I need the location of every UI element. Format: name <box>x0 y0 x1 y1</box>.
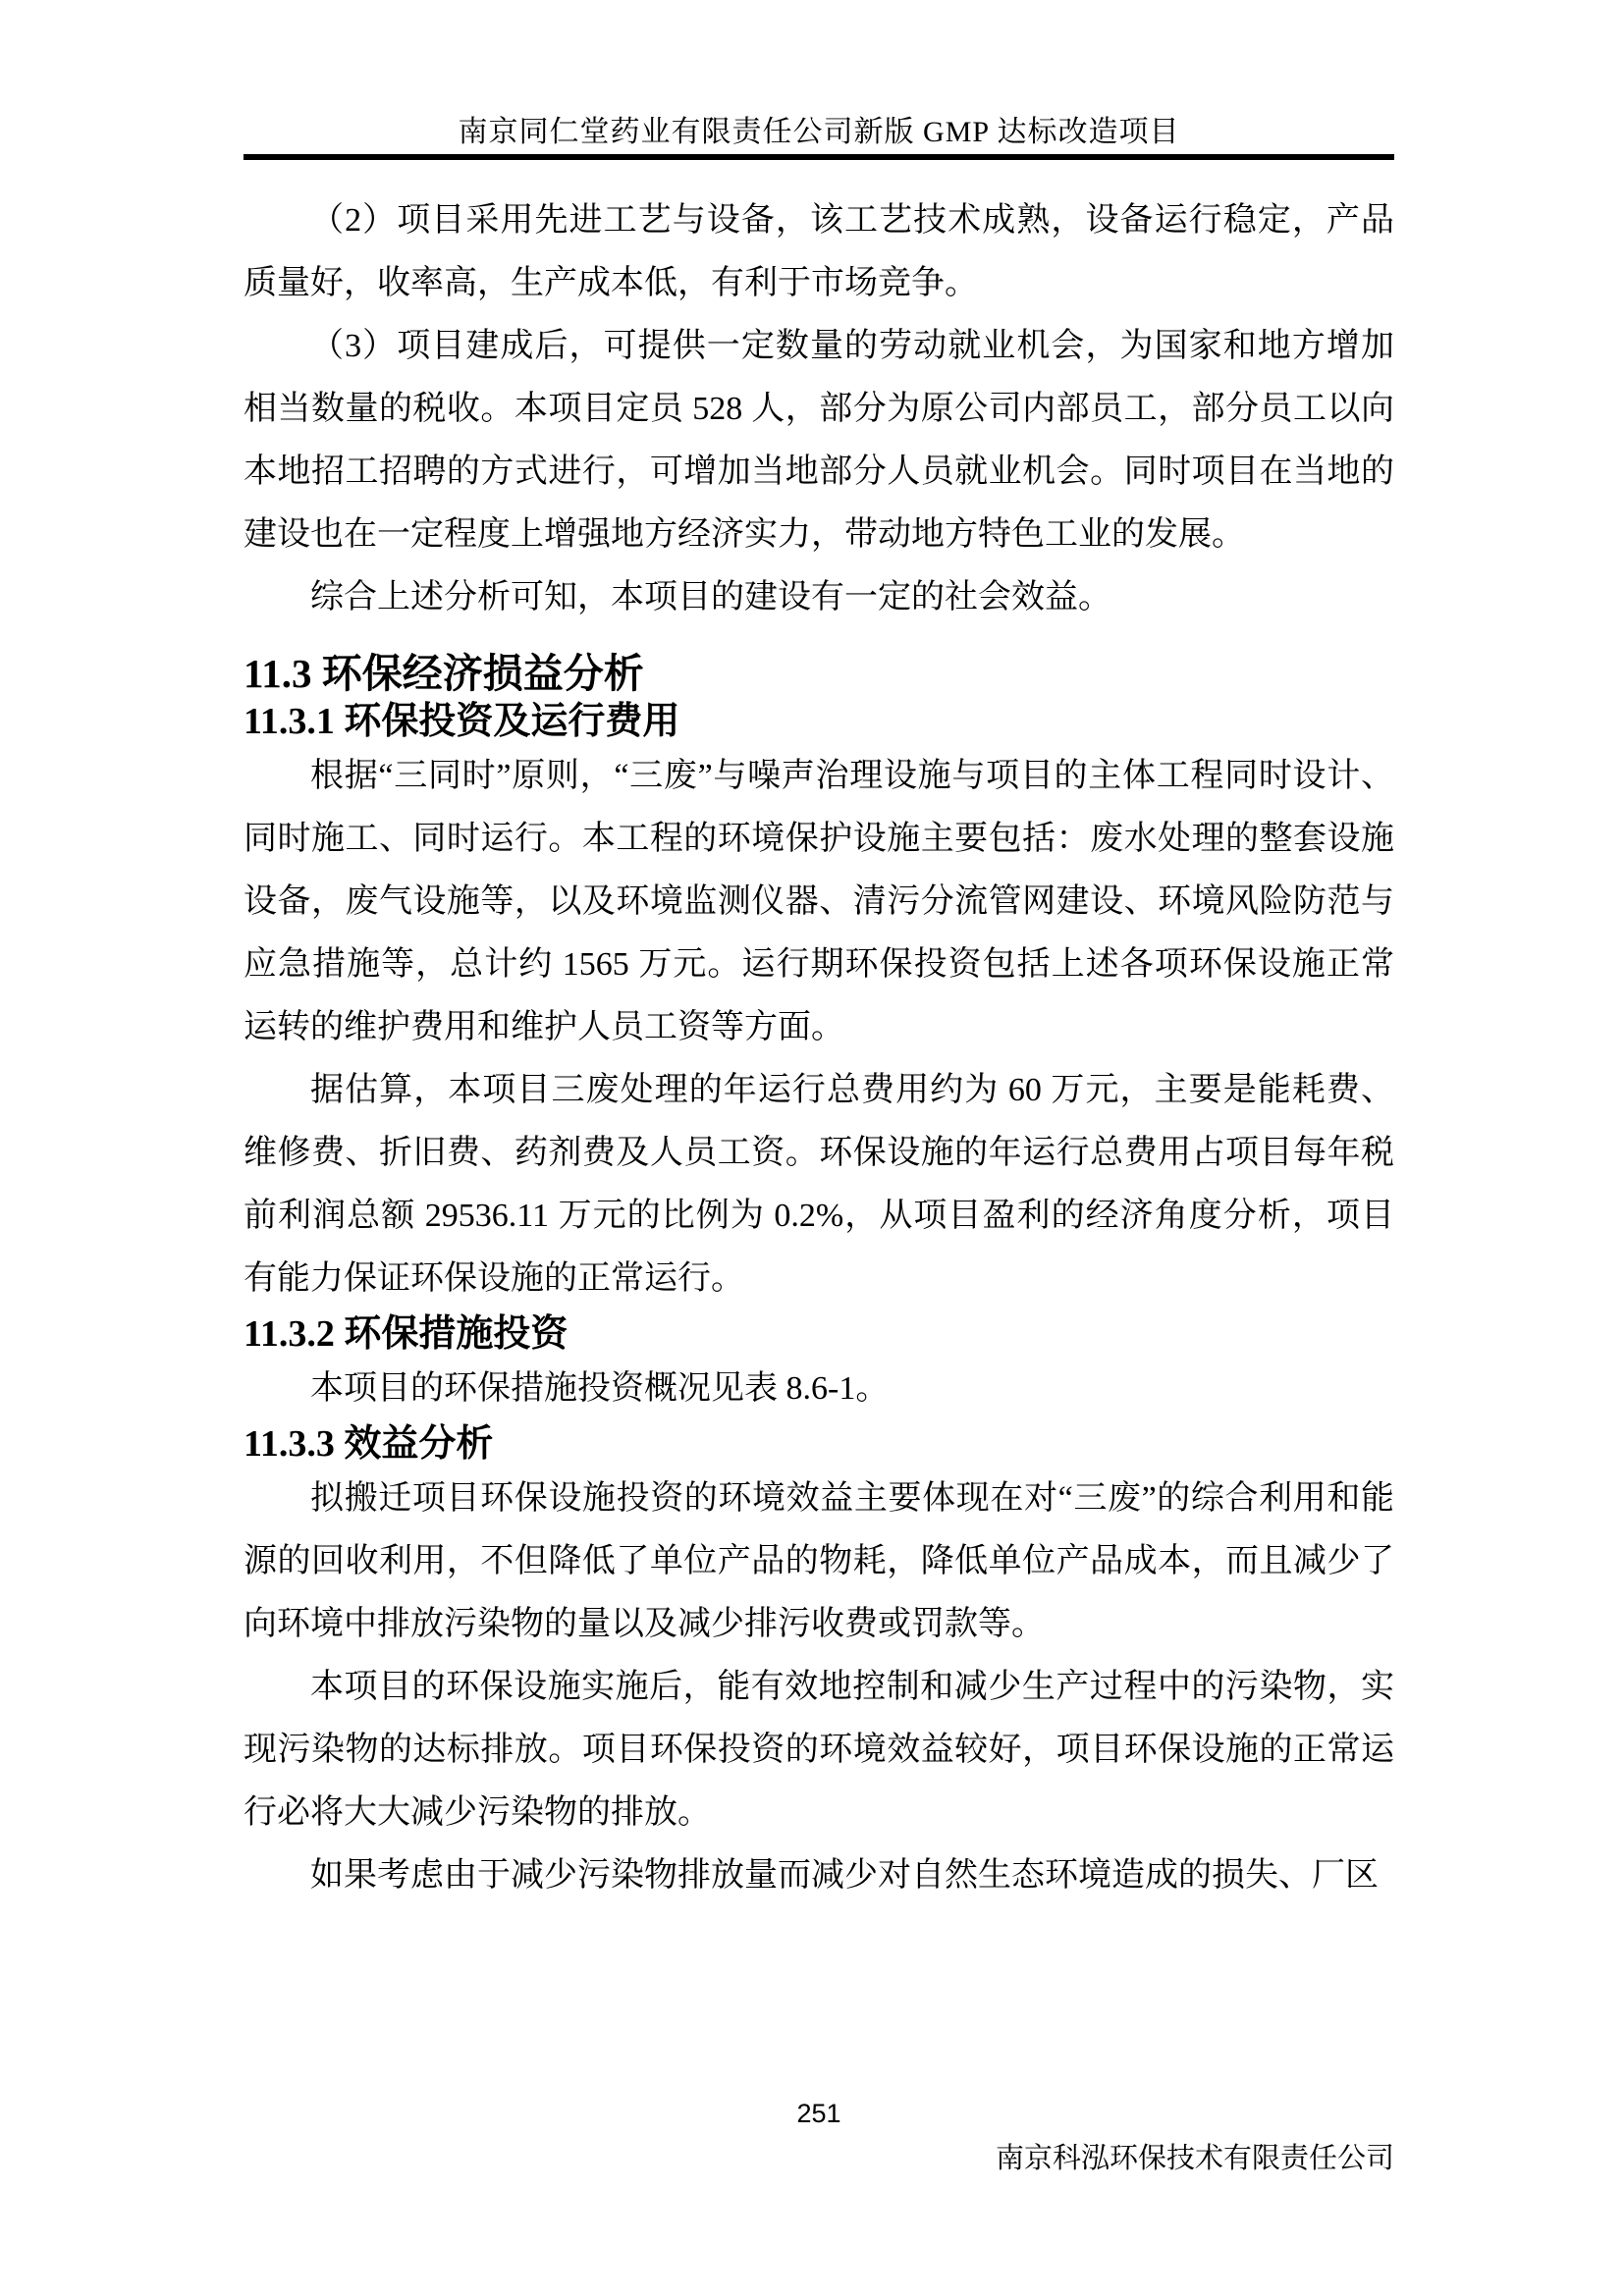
footer-company-name: 南京科泓环保技术有限责任公司 <box>995 2143 1394 2174</box>
document-content <box>244 189 1394 1907</box>
paragraph-social-benefit-3: （3）项目建成后，可提供一定数量的劳动就业机会，为国家和地方增加相当数量的税收。本项目定员 528 人，部分为原公司内部员工，部分员工以向本地招工招聘的方式进行，可增加当地部分人员就业机会。同时项目在当地的建设也在一定程度上增强地方经济实力，带动地方特色工业的发展。 <box>244 328 1394 553</box>
paragraph-social-benefit-2: （2）项目采用先进工艺与设备，该工艺技术成熟，设备运行稳定，产品质量好，收率高，生产成本低，有利于市场竞争。 <box>244 202 1394 301</box>
paragraph-benefit-analysis-2: 本项目的环保设施实施后，能有效地控制和减少生产过程中的污染物，实现污染物的达标排放。项目环保投资的环境效益较好，项目环保设施的正常运行必将大大减少污染物的排放。 <box>244 1669 1394 1831</box>
paragraph-benefit-analysis-1: 拟搬迁项目环保设施投资的环境效益主要体现在对“三废”的综合利用和能源的回收利用，不但降低了单位产品的物耗，降低单位产品成本，而且减少了向环境中排放污染物的量以及减少排污收费或罚款等。 <box>244 1480 1394 1642</box>
page-number: 251 <box>796 2099 841 2128</box>
paragraph-operating-cost: 据估算，本项目三废处理的年运行总费用约为 60 万元，主要是能耗费、维修费、折旧费、药剂费及人员工资。环保设施的年运行总费用占项目每年税前利润总额 29536.11 万元的比例为 0.2%，从项目盈利的经济角度分析，项目有能力保证环保设施的正常运行。 <box>244 1072 1394 1297</box>
header-rule-divider <box>244 154 1394 160</box>
section-heading-11-3-2: 11.3.2 环保措施投资 <box>244 1313 568 1355</box>
paragraph-benefit-analysis-3: 如果考虑由于减少污染物排放量而减少对自然生态环境造成的损失、厂区 <box>310 1857 1379 1894</box>
paragraph-social-benefit-summary: 综合上述分析可知，本项目的建设有一定的社会效益。 <box>310 579 1111 615</box>
header-title: 南京同仁堂药业有限责任公司新版 GMP 达标改造项目 <box>458 116 1180 148</box>
section-heading-11-3-3: 11.3.3 效益分析 <box>244 1423 494 1465</box>
page-header <box>244 0 1394 160</box>
section-heading-11-3: 11.3 环保经济损益分析 <box>244 651 644 696</box>
paragraph-investment-overview: 根据“三同时”原则，“三废”与噪声治理设施与项目的主体工程同时设计、同时施工、同时运行。本工程的环境保护设施主要包括：废水处理的整套设施设备，废气设施等，以及环境监测仪器、清污分流管网建设、环境风险防范与应急措施等，总计约 1565 万元。运行期环保投资包括上述各项环保设施正常运转的维护费用和维护人员工资等方面。 <box>244 758 1394 1045</box>
paragraph-measures-investment: 本项目的环保措施投资概况见表 8.6-1。 <box>310 1370 890 1407</box>
section-heading-11-3-1: 11.3.1 环保投资及运行费用 <box>244 701 680 742</box>
